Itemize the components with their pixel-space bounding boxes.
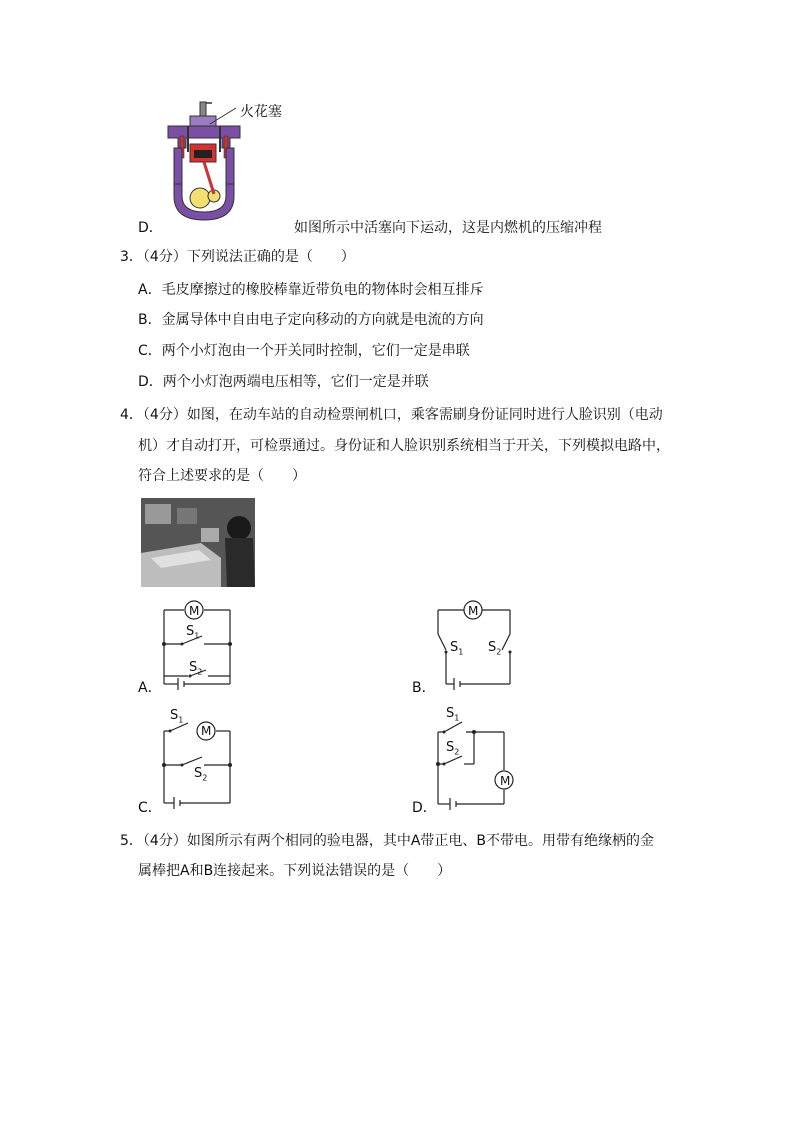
circuit-d-s1: $S_1$ xyxy=(446,706,460,723)
circuit-c-diagram xyxy=(160,715,240,810)
q3-option-c: C．两个小灯泡由一个开关同时控制，它们一定是串联 xyxy=(138,343,470,359)
circuit-a-s2: $S_2$ xyxy=(189,660,203,677)
circuit-c-s1: $S_1$ xyxy=(170,708,184,725)
q2-option-d-text: 如图所示中活塞向下运动，这是内燃机的压缩冲程 xyxy=(294,220,602,236)
circuit-d xyxy=(432,712,522,810)
circuit-b-s2: $S_2$ xyxy=(488,640,502,657)
circuit-d-letter: D． xyxy=(412,800,437,816)
circuit-a-letter: A． xyxy=(138,680,162,696)
circuit-d-motor: M xyxy=(500,774,511,788)
engine-label: 火花塞 xyxy=(240,104,282,120)
q3-stem: 3．（4分）下列说法正确的是（ ） xyxy=(120,249,355,265)
circuit-c-s2: $S_2$ xyxy=(194,766,208,783)
circuit-b-motor: M xyxy=(468,604,479,618)
circuit-b-letter: B． xyxy=(412,680,436,696)
circuit-c-letter: C． xyxy=(138,800,162,816)
ticket-gate-photo xyxy=(141,498,255,587)
circuit-d-diagram xyxy=(432,712,522,810)
q4-stem-line3: 符合上述要求的是（ ） xyxy=(138,468,306,484)
q4-stem-line1: 4．（4分）如图，在动车站的自动检票闸机口，乘客需刷身份证同时进行人脸识别（电动 xyxy=(120,407,663,423)
circuit-a-s1: $S_1$ xyxy=(186,624,200,641)
circuit-b-s1: $S_1$ xyxy=(450,640,464,657)
q3-option-b: B．金属导体中自由电子定向移动的方向就是电流的方向 xyxy=(138,312,484,328)
circuit-a-motor: M xyxy=(189,604,200,618)
q2-option-d-letter: D． xyxy=(138,220,163,236)
q3-option-a: A．毛皮摩擦过的橡胶棒靠近带负电的物体时会相互排斥 xyxy=(138,282,484,298)
circuit-c xyxy=(160,715,240,810)
q3-option-d: D．两个小灯泡两端电压相等，它们一定是并联 xyxy=(138,374,429,390)
ticket-gate-photo-art xyxy=(141,498,255,587)
q5-stem-line1: 5．（4分）如图所示有两个相同的验电器，其中A带正电、B不带电。用带有绝缘柄的金 xyxy=(120,833,654,849)
q4-stem-line2: 机）才自动打开，可检票通过。身份证和人脸识别系统相当于开关，下列模拟电路中， xyxy=(138,438,670,454)
q5-stem-line2: 属棒把A和B连接起来。下列说法错误的是（ ） xyxy=(138,863,452,879)
circuit-d-s2: $S_2$ xyxy=(446,740,460,757)
circuit-c-motor: M xyxy=(201,724,212,738)
